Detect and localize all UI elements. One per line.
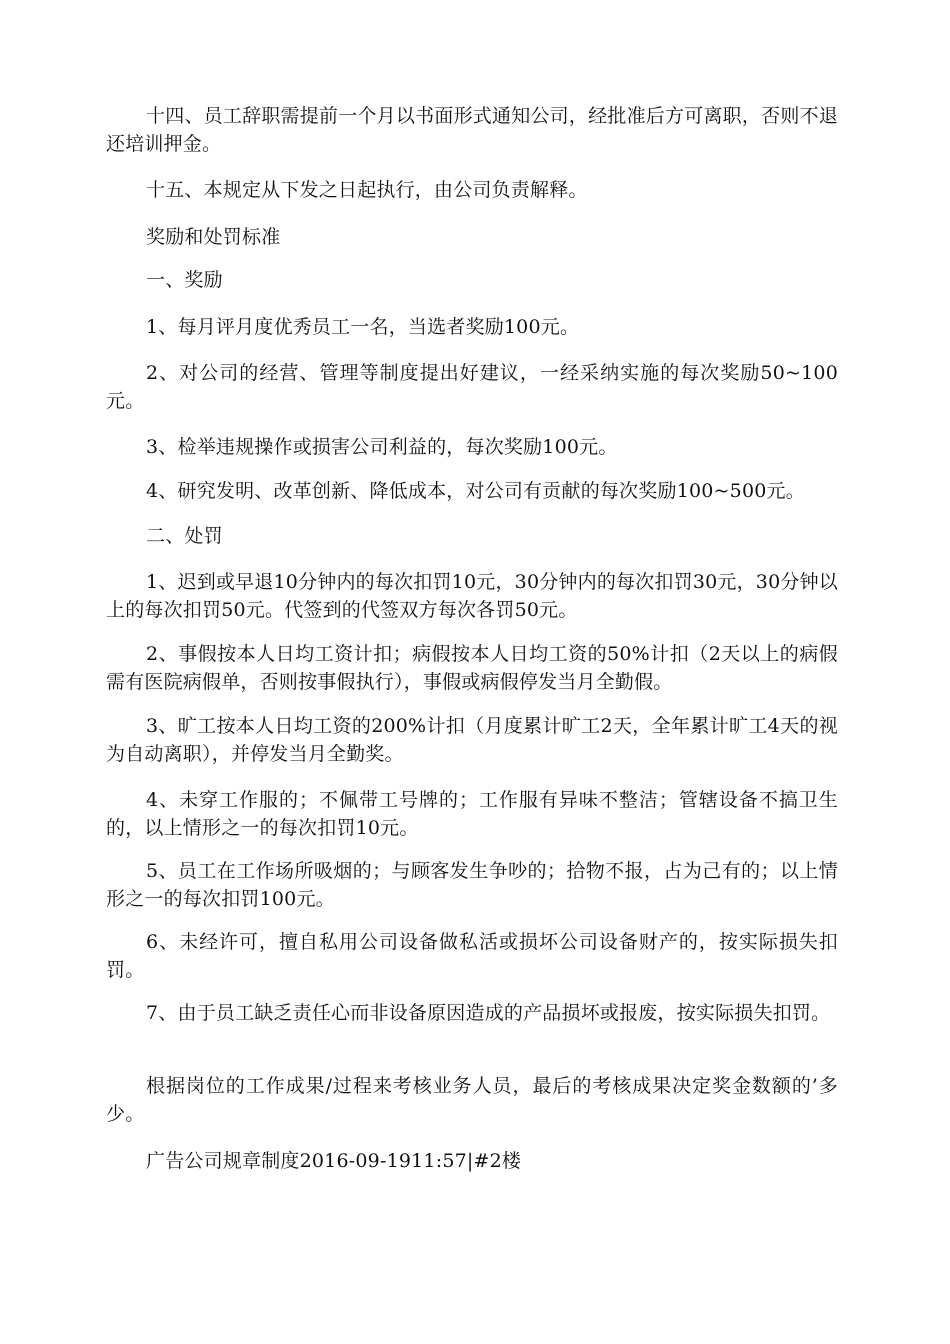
penalty-item-3: 3、旷工按本人日均工资的200%计扣（月度累计旷工2天，全年累计旷工4天的视为自动离职），并停发当月全勤奖。	[106, 715, 838, 765]
assessment-note: 根据岗位的工作成果/过程来考核业务人员，最后的考核成果决定奖金数额的’多少。	[106, 1075, 838, 1125]
penalty-item-4: 4、未穿工作服的；不佩带工号牌的；工作服有异味不整洁；管辖设备不搞卫生的，以上情形之一的每次扣罚10元。	[106, 789, 838, 839]
penalty-item-5: 5、员工在工作场所吸烟的；与顾客发生争吵的；拾物不报，占为己有的；以上情形之一的每次扣罚100元。	[106, 860, 838, 910]
penalty-item-2: 2、事假按本人日均工资计扣；病假按本人日均工资的50%计扣（2天以上的病假需有医院病假单，否则按事假执行），事假或病假停发当月全勤假。	[106, 643, 838, 693]
reward-item-2: 2、对公司的经营、管理等制度提出好建议，一经采纳实施的每次奖励50~100元。	[106, 362, 838, 412]
penalty-item-6: 6、未经许可，擅自私用公司设备做私活或损坏公司设备财产的，按实际损失扣罚。	[106, 931, 838, 981]
subheading-penalties: 二、处罚	[146, 525, 223, 547]
post-footer-line: 广告公司规章制度2016-09-1911:57|#2楼	[146, 1150, 522, 1172]
section-heading-standards: 奖励和处罚标准	[146, 226, 281, 248]
reward-item-3: 3、检举违规操作或损害公司利益的，每次奖励100元。	[146, 436, 618, 458]
penalty-item-1: 1、迟到或早退10分钟内的每次扣罚10元，30分钟内的每次扣罚30元，30分钟以上的每次扣罚50元。代签到的代签双方每次各罚50元。	[106, 571, 838, 621]
penalty-item-7: 7、由于员工缺乏责任心而非设备原因造成的产品损坏或报废，按实际损失扣罚。	[146, 1002, 831, 1024]
subheading-rewards: 一、奖励	[146, 269, 223, 291]
paragraph-clause-15: 十五、本规定从下发之日起执行，由公司负责解释。	[146, 179, 588, 201]
paragraph-clause-14: 十四、员工辞职需提前一个月以书面形式通知公司，经批准后方可离职，否则不退还培训押金。	[106, 105, 838, 155]
reward-item-4: 4、研究发明、改革创新、降低成本，对公司有贡献的每次奖励100~500元。	[146, 480, 805, 502]
reward-item-1: 1、每月评月度优秀员工一名，当选者奖励100元。	[146, 316, 580, 338]
